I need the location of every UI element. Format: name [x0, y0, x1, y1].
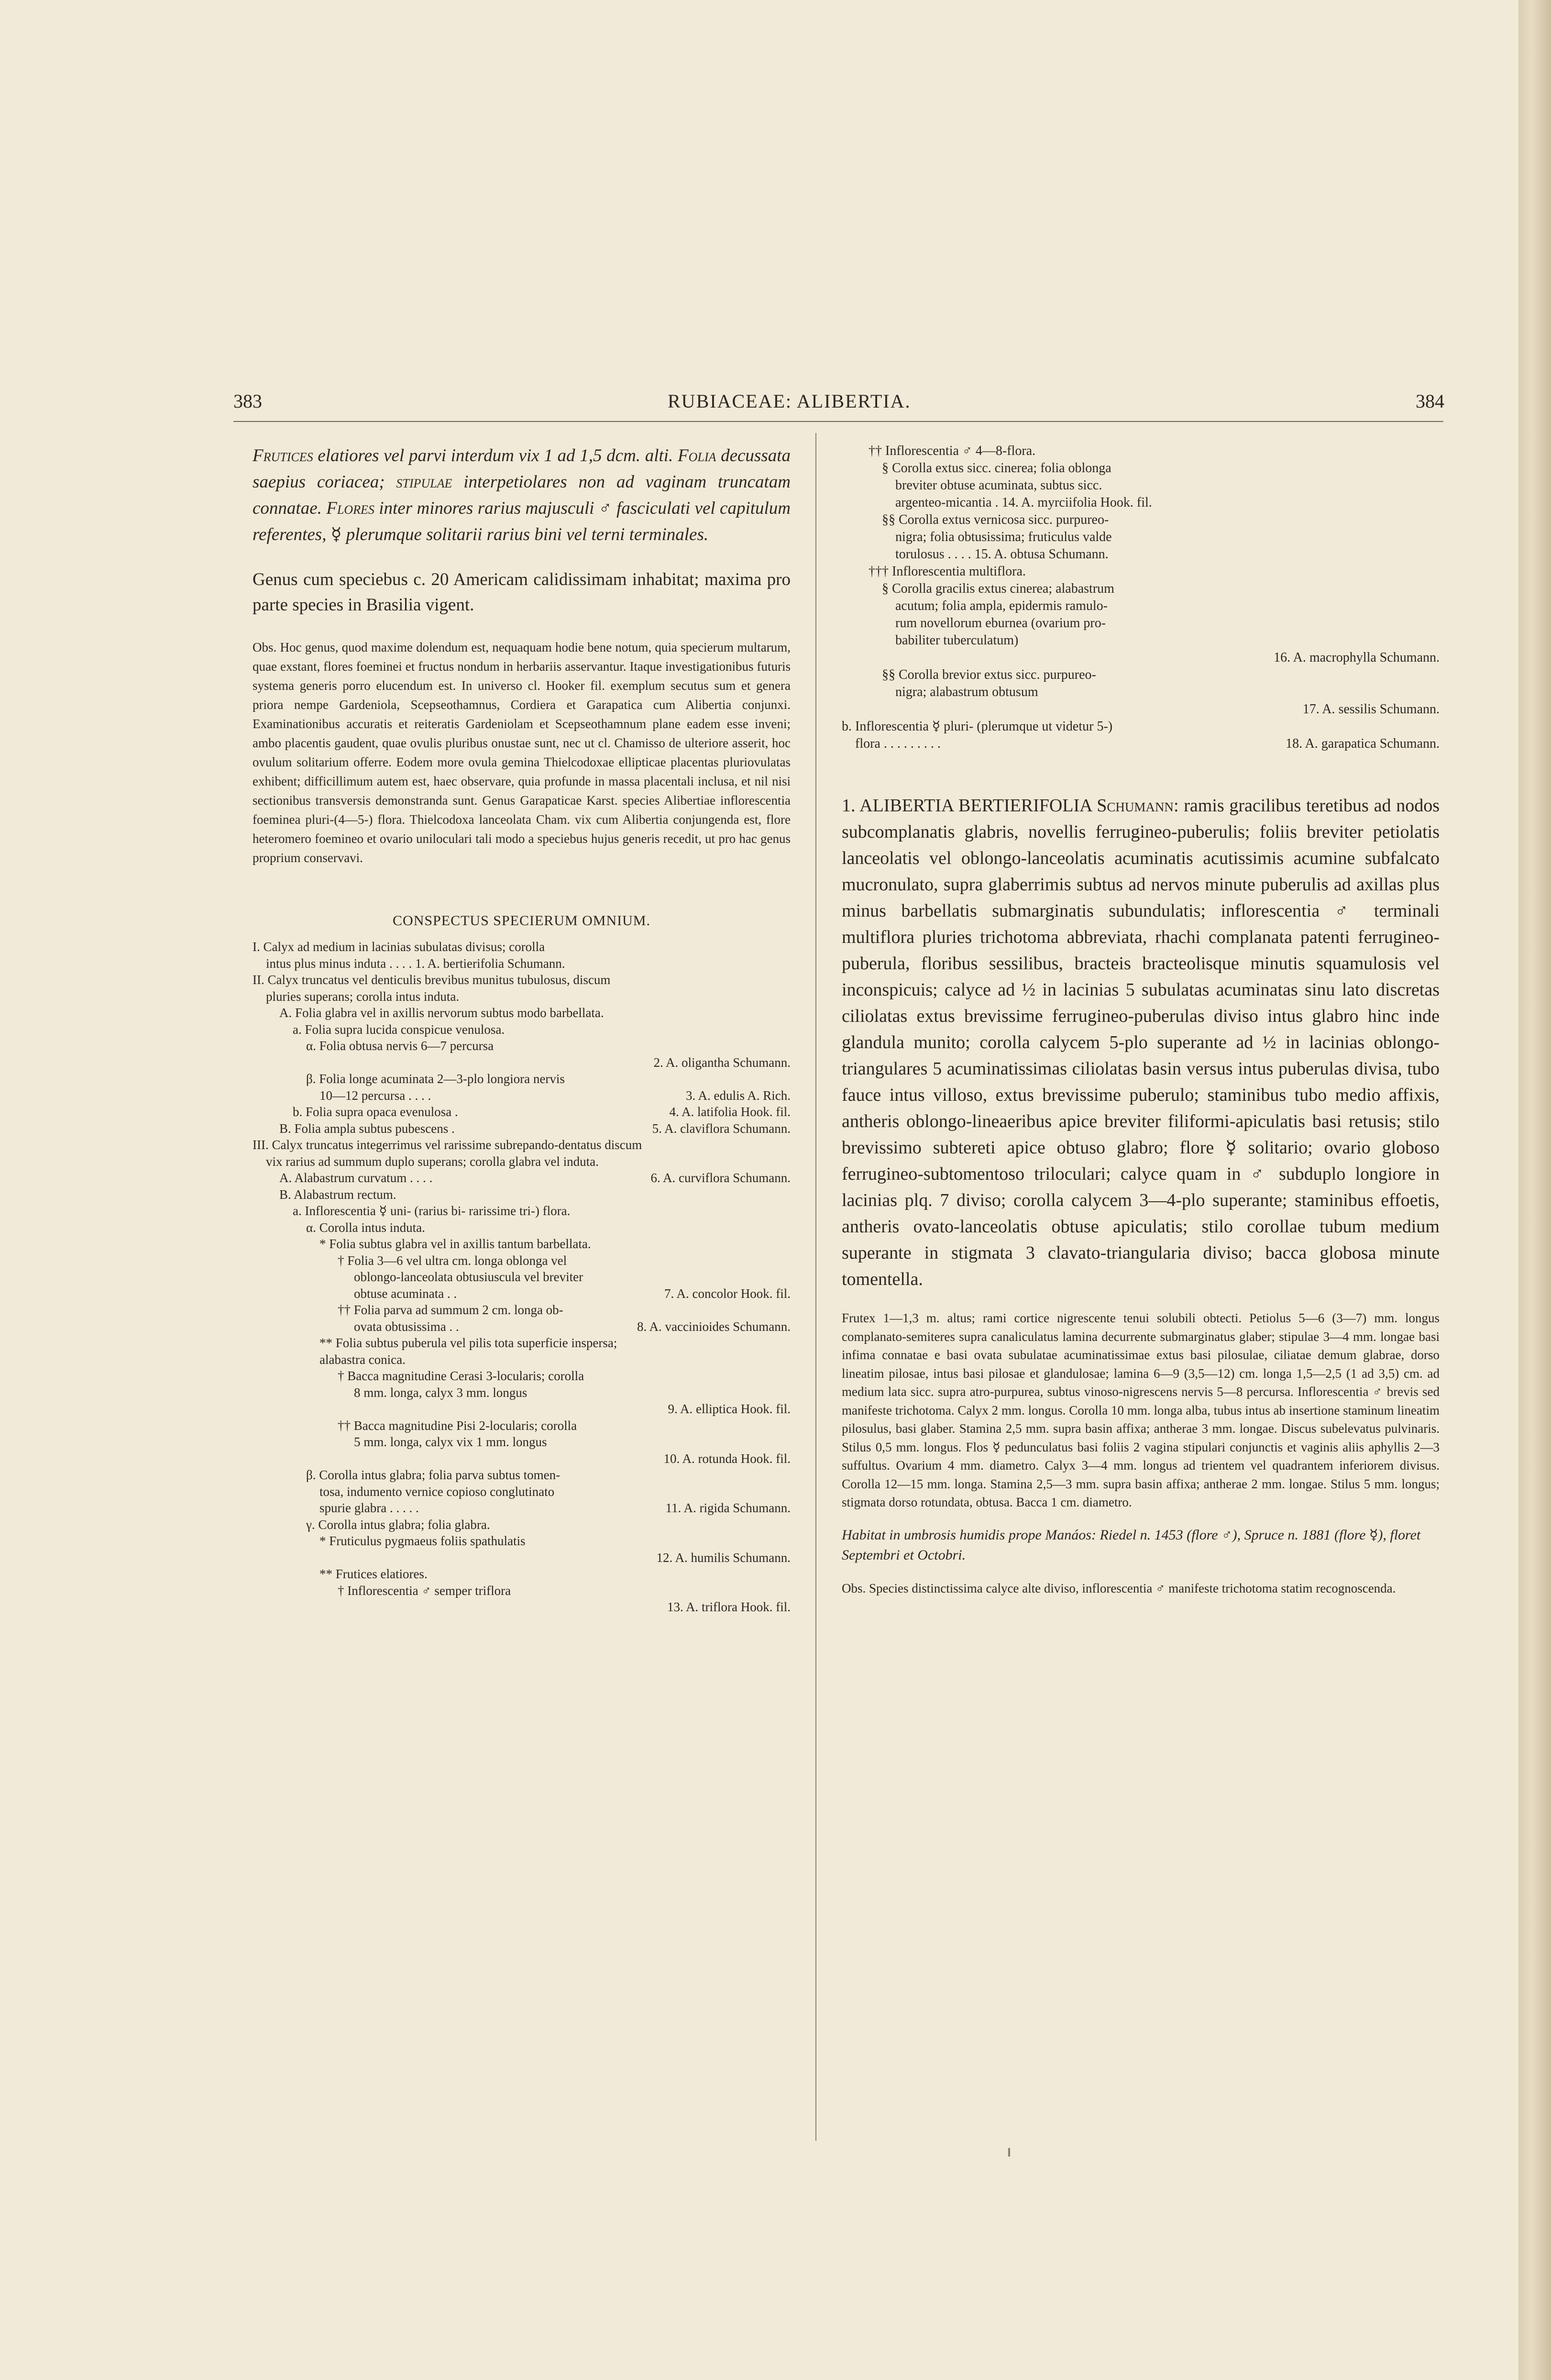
key-line: [253, 1401, 791, 1417]
key-line-text: alabastra conica.: [319, 1352, 406, 1367]
key-line-species: 11. A. rigida Schumann.: [665, 1501, 791, 1515]
key-line-species: 17. A. sessilis Schumann.: [1302, 702, 1440, 717]
key-line: [253, 939, 791, 955]
key-line-text: ††† Inflorescentia multiflora.: [869, 564, 1026, 579]
key-line-text: III. Calyx truncatus integerrimus vel rarissime subrepando-dentatus discum: [253, 1138, 642, 1152]
page-number-left: 383: [233, 390, 262, 412]
key-line: [253, 1071, 791, 1087]
page-number-right: 384: [1416, 390, 1444, 412]
key-line-text: A. Folia glabra vel in axillis nervorum subtus modo barbellata.: [279, 1006, 604, 1020]
key-line-text: I. Calyx ad medium in lacinias subulatas divisus; corolla: [253, 940, 545, 954]
intro-text-3: interpetiolares non ad vaginam truncatam connatae.: [253, 472, 791, 518]
key-line: [253, 1054, 791, 1071]
key-line: [253, 1269, 791, 1285]
key-line: [253, 1104, 791, 1120]
key-line: [253, 1550, 791, 1566]
key-line-species: 2. A. oligantha Schumann.: [653, 1055, 791, 1070]
key-line-text: breviter obtuse acuminata, subtus sicc.: [895, 478, 1102, 493]
key-line-text: nigra; alabastrum obtusum: [895, 685, 1038, 699]
key-line: [253, 1120, 791, 1137]
key-line: [253, 1417, 791, 1434]
intro-text-1: elatiores vel parvi interdum vix 1 ad 1,5 dcm. alti.: [313, 446, 678, 465]
species-diagnosis: : ramis gracilibus teretibus ad nodos subcomplanatis glabris, novellis ferrugineo-puberulis; foliis breviter petiolatis lanceolatis vel oblongo-lanceolatis acuminatis acutissimis acumine subfalcato mucronulato, supra glaberrimis subtus ad nervos minute puberulis ad axillas plus minus barbellatis submarginatis subundulatis; inflorescentia ♂ terminali multiflora pluries trichotoma abbreviata, rhachi complanata patenti ferrugineo-puberula, floribus sessilibus, bracteis bracteolisque minutis squamulosis vel inconspicuis; calyce ad ½ in lacinias 5 subulatas acuminatas sinu lato discretas ciliolatas extus brevissime ferrugineo-puberulas diviso intus glabro hinc inde glandula munito; corolla calycem 5-plo superante ad ½ in lacinias oblongo-triangulares 5 acuminatissimas ciliolatas basin versus intus puberulas divisa, tubo fauce intus villoso, extus brevissime puberulo; staminibus tubo medio affixis, antheris oblongo-lineaeribus apice breviter filiformi-apiculatis basi retusis; stilo brevissimo subtereti apice obtuso glabro; flore ☿ solitario; ovario globoso ferrugineo-subtomentoso triloculari; calyce quam in ♂ subduplo longiore in lacinias plq. 7 diviso; corolla calycem 3—4-plo superante; staminibus effoetis, antheris ovato-lanceolatis obtuse apiculatis; stilo corollae tubum medium superante in stigmata 3 clavato-triangularia diviso; bacca globosa minute tomentella.: [842, 796, 1440, 1289]
key-line-text: †† Bacca magnitudine Pisi 2-locularis; corolla: [338, 1418, 577, 1433]
observation-left: Obs. Hoc genus, quod maxime dolendum est, nequaquam hodie bene notum, quia specierum multarum, quae exstant, flores foeminei et fructus nondum in herbariis asservantur. Itaque investigationibus futuris systema generis porro elucendum est. In universo cl. Hooker fil. exemplum secutus sum et genera priora nempe Gardeniola, Scepseothamnus, Cordiera et Garapatica cum Alibertia conjunxi. Examinationibus accuratis et reiteratis Gardeniolam et Scepseothamnum plane eadem esse inveni; ambo placentis gaudent, quae ovulis pluribus onustae sunt, nec ut cl. Chamisso de ulteriore asserit, hoc ovulum solitarium offerre. Eodem more ovula gemina Thielcodoxae ellipticae placentas pluriovulatas exhibent; difficillimum autem est, haec observare, quia profunde in massa placentali inclusa, et nil nisi sectionibus transversis demonstranda sunt. Genus Garapaticae Karst. species Alibertiae inflorescentia foeminea pluri-(4—5-) flora. Thielcodoxa lanceolata Cham. vix cum Alibertia conjungenda est, flore heteromero foemineo et ovario uniloculari tali modo a speciebus hujus generis recedit, ut pro hac genus proprium conservavi.: [253, 640, 791, 865]
key-line-text: argenteo-micantia . 14. A. myrciifolia Hook. fil.: [895, 495, 1152, 510]
key-line: [253, 1236, 791, 1252]
key-line-text: §§ Corolla extus vernicosa sicc. purpureo-: [882, 512, 1109, 527]
key-line-text: §§ Corolla brevior extus sicc. purpureo-: [882, 667, 1096, 682]
key-line-text: babiliter tuberculatum): [895, 633, 1019, 648]
key-line-text: A. Alabastrum curvatum . . . .: [279, 1171, 433, 1185]
conspectus-heading: CONSPECTUS SPECIERUM OMNIUM.: [393, 913, 650, 929]
key-line-text: obtuse acuminata . .: [354, 1286, 457, 1301]
key-line: [842, 580, 1440, 598]
term-folia: Folia: [678, 446, 716, 465]
key-line-text: †† Folia parva ad summum 2 cm. longa ob-: [338, 1303, 563, 1317]
key-line: [842, 701, 1440, 718]
key-line: [253, 1021, 791, 1038]
key-line-species: 7. A. concolor Hook. fil.: [664, 1286, 791, 1301]
intro-text-2: decussata saepius coriacea;: [253, 446, 791, 492]
genus-distribution: Genus cum speciebus c. 20 Americam calidissimam inhabitat; maxima pro parte species in Brasilia vigent.: [253, 570, 791, 615]
key-line: [253, 1087, 791, 1104]
key-line: [842, 684, 1440, 701]
key-line-text: † Folia 3—6 vel ultra cm. longa oblonga vel: [338, 1253, 567, 1268]
key-line-text: ovata obtusissima . .: [354, 1319, 459, 1334]
key-line: [842, 718, 1440, 735]
page-edge: [1518, 0, 1551, 2380]
key-line-species: 4. A. latifolia Hook. fil.: [669, 1105, 791, 1119]
key-line-text: α. Corolla intus induta.: [306, 1220, 425, 1235]
left-column: [253, 443, 791, 1616]
header-rule: [233, 421, 1443, 422]
key-line: [842, 615, 1440, 632]
key-line: [253, 1434, 791, 1450]
key-line: [253, 1219, 791, 1236]
key-line-text: 5 mm. longa, calyx vix 1 mm. longus: [354, 1435, 547, 1449]
running-header: [0, 390, 1518, 419]
key-line-species: 16. A. macrophylla Schumann.: [1274, 650, 1440, 665]
key-line-text: a. Folia supra lucida conspicue venulosa.: [293, 1022, 505, 1037]
key-line-species: 9. A. elliptica Hook. fil.: [668, 1402, 791, 1416]
key-line-species: 5. A. claviflora Schumann.: [652, 1121, 791, 1136]
key-line: [253, 955, 791, 972]
key-line: [253, 1203, 791, 1219]
key-line: [842, 529, 1440, 546]
key-line: [842, 494, 1440, 511]
key-line-text: β. Corolla intus glabra; folia parva subtus tomen-: [306, 1468, 561, 1482]
key-line-text: †† Inflorescentia ♂ 4—8-flora.: [869, 443, 1036, 458]
key-line-species: 13. A. triflora Hook. fil.: [667, 1600, 791, 1614]
key-line-text: ** Frutices elatiores.: [319, 1567, 428, 1581]
key-line-text: † Inflorescentia ♂ semper triflora: [338, 1583, 511, 1598]
key-line: [842, 546, 1440, 563]
species-description: [842, 793, 1440, 1293]
genus-description: [253, 443, 791, 548]
key-line: [253, 1450, 791, 1467]
key-line: [253, 1368, 791, 1384]
key-line: [253, 1566, 791, 1583]
key-line-text: rum novellorum eburnea (ovarium pro-: [895, 616, 1106, 631]
key-line: [253, 1335, 791, 1351]
column-divider: [815, 433, 816, 2141]
term-flores: Flores: [326, 498, 374, 518]
key-line-text: b. Folia supra opaca evenulosa .: [293, 1105, 458, 1119]
key-line: [842, 443, 1440, 460]
key-line-text: acutum; folia ampla, epidermis ramulo-: [895, 598, 1108, 613]
key-line: [253, 1186, 791, 1203]
key-line: [253, 1137, 791, 1153]
key-line-species: 12. A. humilis Schumann.: [656, 1550, 791, 1565]
key-line-text: 10—12 percursa . . . .: [319, 1088, 431, 1103]
key-line: [253, 1252, 791, 1269]
key-line: [253, 972, 791, 988]
key-line: [842, 460, 1440, 477]
key-line: [253, 1583, 791, 1599]
term-stipulae: stipulae: [396, 472, 452, 492]
key-line-text: a. Inflorescentia ☿ uni- (rarius bi- rarissime tri-) flora.: [293, 1204, 571, 1218]
key-line-text: § Corolla extus sicc. cinerea; folia oblonga: [882, 461, 1111, 476]
key-line-text: 8 mm. longa, calyx 3 mm. longus: [354, 1385, 528, 1400]
key-line: [253, 1599, 791, 1616]
key-line-text: § Corolla gracilis extus cinerea; alabastrum: [882, 581, 1114, 596]
species-key-right: [842, 443, 1440, 753]
key-line-text: tosa, indumento vernice copioso conglutinato: [319, 1484, 555, 1499]
key-line: [253, 1533, 791, 1550]
key-line: [253, 1351, 791, 1368]
key-line-text: B. Alabastrum rectum.: [279, 1187, 396, 1202]
key-line-species: 3. A. edulis A. Rich.: [685, 1088, 791, 1103]
key-line-text: vix rarius ad summum duplo superans; corolla glabra vel induta.: [266, 1154, 599, 1169]
key-line-text: β. Folia longe acuminata 2—3-plo longiora nervis: [306, 1072, 565, 1086]
key-line-text: * Folia subtus glabra vel in axillis tantum barbellata.: [319, 1237, 591, 1251]
key-line: [842, 649, 1440, 666]
key-line: [253, 1170, 791, 1186]
key-line: [253, 988, 791, 1005]
species-author: Schumann: [1097, 796, 1174, 816]
key-line: [253, 1153, 791, 1170]
key-line: [842, 511, 1440, 529]
key-line-species: 10. A. rotunda Hook. fil.: [663, 1451, 791, 1466]
species-heading: 1. ALIBERTIA BERTIERIFOLIA: [842, 796, 1092, 816]
key-line-text: nigra; folia obtusissima; fruticulus valde: [895, 530, 1112, 544]
key-line: [253, 1517, 791, 1533]
key-line-text: spurie glabra . . . . .: [319, 1501, 419, 1515]
key-line-text: B. Folia ampla subtus pubescens .: [279, 1121, 455, 1136]
key-line-species: 6. A. curviflora Schumann.: [650, 1171, 791, 1185]
term-frutices: Frutices: [253, 446, 313, 465]
key-line-text: α. Folia obtusa nervis 6—7 percursa: [306, 1039, 494, 1053]
key-line: [842, 598, 1440, 615]
key-line-text: oblongo-lanceolata obtusiuscula vel breviter: [354, 1270, 583, 1284]
key-line: [842, 632, 1440, 649]
spacer: [842, 753, 1440, 793]
key-line-species: 18. A. garapatica Schumann.: [1286, 736, 1440, 751]
key-line: [253, 1318, 791, 1335]
key-line: [253, 1500, 791, 1517]
key-line-text: torulosus . . . . 15. A. obtusa Schumann.: [895, 547, 1109, 562]
species-key-left: [253, 939, 791, 1616]
key-line: [253, 1467, 791, 1483]
key-line: [253, 1005, 791, 1021]
key-line: [253, 1483, 791, 1500]
observation-right: Obs. Species distinctissima calyce alte diviso, inflorescentia ♂ manifeste trichotoma statim recognoscenda.: [842, 1581, 1396, 1595]
key-line-species: 8. A. vaccinioides Schumann.: [637, 1319, 791, 1334]
key-line-text: b. Inflorescentia ☿ pluri- (plerumque ut videtur 5-): [842, 719, 1113, 734]
key-line-text: flora . . . . . . . . .: [855, 736, 941, 751]
key-line: [253, 1038, 791, 1054]
key-line-text: ** Folia subtus puberula vel pilis tota superficie inspersa;: [319, 1336, 617, 1350]
key-line-text: intus plus minus induta . . . . 1. A. bertierifolia Schumann.: [266, 956, 565, 971]
species-habitat: Habitat in umbrosis humidis prope Manáos: Riedel n. 1453 (flore ♂), Spruce n. 1881 (flore ☿), floret Septembri et Octobri.: [842, 1527, 1421, 1563]
key-line: [842, 563, 1440, 580]
key-line-text: † Bacca magnitudine Cerasi 3-locularis; corolla: [338, 1369, 584, 1383]
key-line: [253, 1302, 791, 1318]
key-line: [842, 735, 1440, 753]
key-line: [842, 666, 1440, 684]
right-column: [842, 443, 1440, 1597]
key-line: [842, 477, 1440, 494]
key-line: [253, 1384, 791, 1401]
running-title: RUBIACEAE: ALIBERTIA.: [668, 390, 911, 412]
key-line: [253, 1285, 791, 1302]
key-line-text: pluries superans; corolla intus induta.: [266, 989, 460, 1004]
intro-text-4: inter minores rarius majusculi ♂ fasciculati vel capitulum referentes, ☿ plerumque solitarii rarius bini vel terni terminales.: [253, 498, 791, 544]
paper-mark: [1008, 2148, 1010, 2157]
key-line-text: * Fruticulus pygmaeus foliis spathulatis: [319, 1534, 526, 1548]
species-morphology: Frutex 1—1,3 m. altus; rami cortice nigrescente tenui solubili obtecti. Petiolus 5—6 (3—7) mm. longus complanato-semiteres supra canaliculatus lamina decurrente submarginatus glaber; stipulae 3—4 mm. longae basi infima connatae e basi ovata subulatae acuminatissimae extus basi pilosulae, ciliatae demum glabrae, dorso lineatim pilosae, intus basi pilosae et glandulosae; lamina 6—9 (3,5—12) cm. longa 1,5—2,5 (1 ad 3,5) cm. ad medium lata sicc. supra atro-purpurea, subtus vinoso-nigrescens nervis 5—8 percursa. Inflorescentia ♂ brevis sed manifeste trichotoma. Calyx 2 mm. longus. Corolla 10 mm. longa alba, tubus intus ab insertione staminum lineatim pilosulus, basi glaber. Stamina 2,5 mm. supra basin affixa; antherae 3 mm. longae. Discus subelevatus pulvinaris. Stilus 0,5 mm. longus. Flos ☿ pedunculatus basi foliis 2 vagina stipulari conjunctis et vaginis aliis aphyllis 2—3 suffultus. Ovarium 4 mm. diametro. Calyx 3—4 mm. longus ad trientem vel quadrantem inferiorem divisus. Corolla 12—15 mm. longa. Stamina 2,5—3 mm. supra basin affixa; antherae 2 mm. longae. Stilus 5 mm. longus; stigmata dorso rotundata, obtusa. Bacca 1 cm. diametro.: [842, 1311, 1440, 1509]
key-line-text: γ. Corolla intus glabra; folia glabra.: [306, 1517, 490, 1532]
key-line-text: II. Calyx truncatus vel denticulis brevibus munitus tubulosus, discum: [253, 973, 611, 987]
